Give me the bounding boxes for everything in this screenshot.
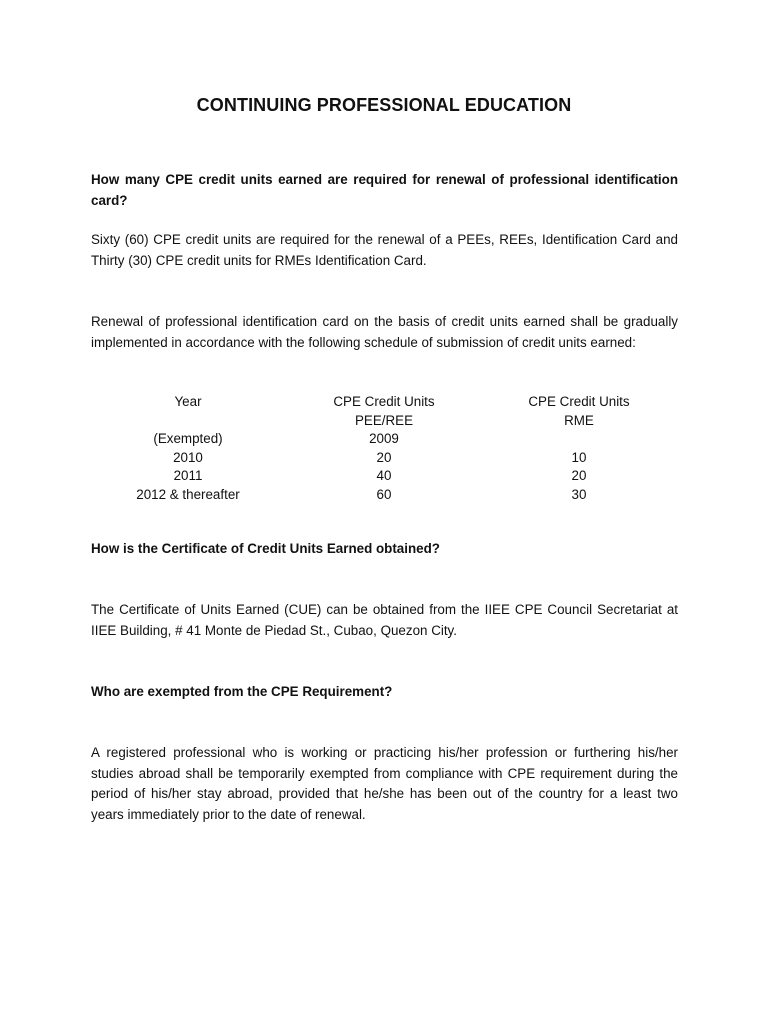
schedule-cell: 2010 xyxy=(173,449,203,465)
schedule-cell: 2009 xyxy=(369,431,399,446)
schedule-row xyxy=(91,450,678,469)
question-who-exempted: Who are exempted from the CPE Requirement? xyxy=(91,684,393,699)
schedule-cell: CPE Credit Units xyxy=(528,394,630,409)
schedule-row xyxy=(91,431,678,450)
schedule-cell: 2012 & thereafter xyxy=(136,486,240,502)
schedule-cell: 60 xyxy=(376,486,392,502)
answer-who-exempted: A registered professional who is working or practicing his/her profession or furthering his/her studies abroad shall be temporarily exempted from compliance with CPE requirement during the period of his/her stay abroad, provided that he/she has been out of the country for a least two years immediately prior to the date of renewal. xyxy=(91,745,678,822)
schedule-cell: 40 xyxy=(376,468,392,483)
answer-certificate-obtained: The Certificate of Units Earned (CUE) can be obtained from the IIEE CPE Council Secretariat at IIEE Building, # 41 Monte de Piedad St., Cubao, Quezon City. xyxy=(91,602,678,638)
schedule-intro-paragraph: Renewal of professional identification card on the basis of credit units earned shall be gradually implemented in accordance with the following schedule of submission of credit units earned: xyxy=(91,314,678,350)
schedule-cell: 10 xyxy=(571,449,587,465)
schedule-row xyxy=(91,468,678,487)
question-cpe-units-required: How many CPE credit units earned are required for renewal of professional identification card? xyxy=(91,172,678,208)
schedule-cell: 20 xyxy=(376,449,392,465)
page-title: CONTINUING PROFESSIONAL EDUCATION xyxy=(196,95,572,115)
schedule-row xyxy=(91,413,678,432)
schedule-cell: PEE/REE xyxy=(354,412,414,428)
credit-units-schedule-table xyxy=(91,394,678,505)
question-certificate-obtained: How is the Certificate of Credit Units Earned obtained? xyxy=(91,541,440,556)
schedule-cell: Year xyxy=(174,394,202,409)
schedule-cell: 30 xyxy=(571,486,587,502)
answer-cpe-units-required: Sixty (60) CPE credit units are required for the renewal of a PEEs, REEs, Identification Card and Thirty (30) CPE credit units for RMEs Identification Card. xyxy=(91,232,678,268)
schedule-cell: RME xyxy=(564,412,594,428)
schedule-cell: 20 xyxy=(571,468,587,483)
schedule-cell: 2011 xyxy=(173,468,203,483)
schedule-row xyxy=(91,394,678,413)
schedule-row xyxy=(91,487,678,506)
schedule-cell: CPE Credit Units xyxy=(333,394,435,409)
schedule-cell: (Exempted) xyxy=(153,431,223,446)
